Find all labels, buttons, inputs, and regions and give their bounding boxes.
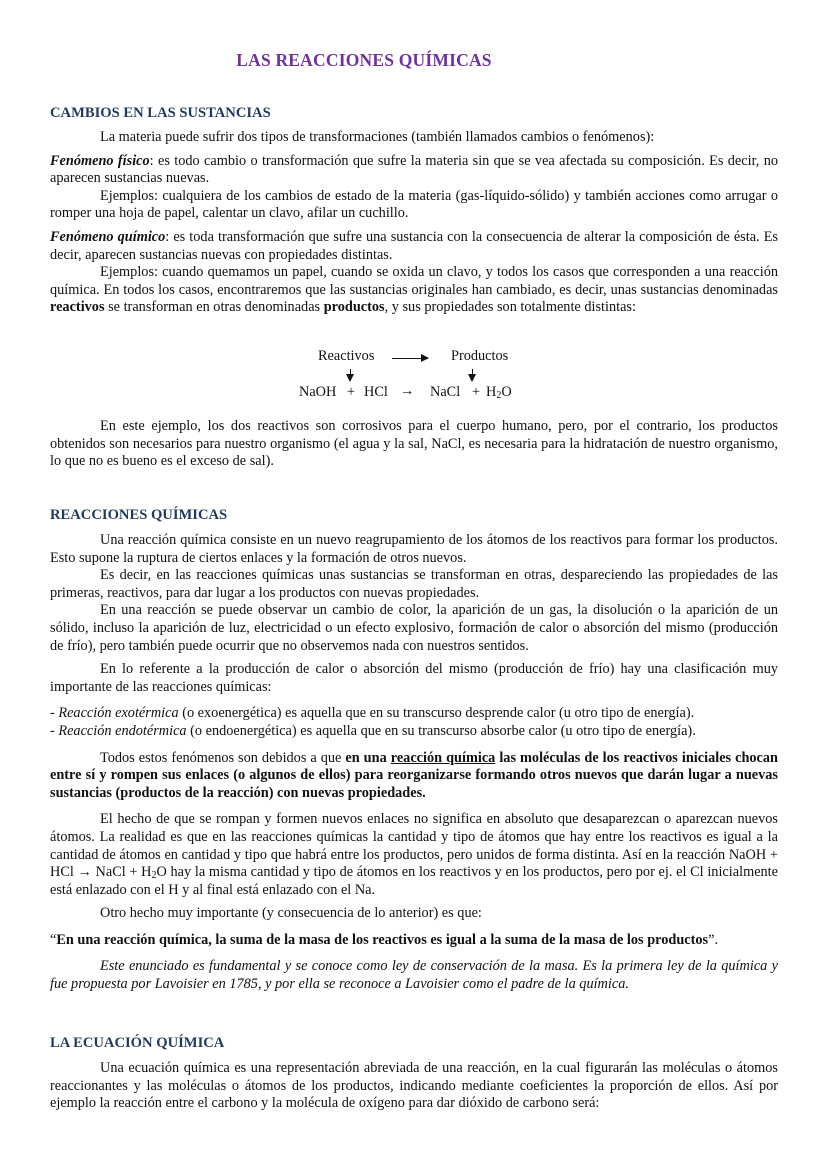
- section-heading-reacciones: REACCIONES QUÍMICAS: [50, 507, 228, 523]
- paragraph-ecuacion-quimica: Una ecuación química es una representación abreviada de una reacción, en la cual figurarán las moléculas o átomos reaccionantes y las moléculas o átomos de los productos, indicando mediante coeficientes la proporción de ellos. Así por ejemplo la reacción entre el carbono y la molécula de oxígeno para dar dióxido de carbono será:: [50, 1060, 778, 1112]
- label-reactivos: Reactivos: [318, 348, 375, 364]
- plus-sign: +: [347, 384, 356, 400]
- reaction-equation-diagram: [50, 348, 778, 404]
- formula-h2o: $H_2O$: [486, 384, 512, 401]
- term-fenomeno-quimico: Fenómeno químico: [50, 228, 166, 245]
- down-arrow-icon: [472, 369, 473, 380]
- formula-nacl: NaCl: [430, 384, 461, 400]
- law-statement: “En una reacción química, la suma de la masa de los reactivos es igual a la suma de la masa de los productos”.: [50, 931, 719, 948]
- formula-hcl: HCl: [364, 384, 388, 400]
- paragraph-observaciones: En una reacción se puede observar un cambio de color, la aparición de un gas, la disolución o la aparición de un sólido, incluso la aparición de luz, electricidad o un efecto explosivo, formación de calor o absorción del mismo (producción de frío), pero también puede ocurrir que no observemos nada con nuestros sentidos.: [50, 602, 778, 654]
- list-item-endotermica: - Reacción endotérmica (o endoenergética) es aquella que en su transcurso absorbe calor (u otro tipo de energía).: [50, 722, 696, 739]
- paragraph-fenomeno-quimico: Fenómeno químico: es toda transformación que sufre una sustancia con la consecuencia de alterar la composición de ésta. Es decir, aparecen sustancias nuevas con propiedades distintas.: [50, 228, 778, 263]
- paragraph-ley-conservacion: Este enunciado es fundamental y se conoce como ley de conservación de la masa. Es la primera ley de la química y fue propuesta por Lavoisier en 1785, y por ella se reconoce a Lavoisier como el padre de la química.: [50, 958, 778, 993]
- term-productos: productos: [323, 299, 385, 316]
- term-reaccion-quimica: reacción química: [390, 749, 496, 766]
- right-arrow-icon: [392, 358, 428, 359]
- reaction-arrow-icon: →: [400, 383, 415, 399]
- section-reacciones-body: [50, 532, 778, 994]
- paragraph-definicion: Una reacción química consiste en un nuevo reagrupamiento de los átomos de los reactivos para formar los productos. Esto supone la ruptura de ciertos enlaces y la formación de otros nuevos.: [50, 532, 778, 566]
- section-heading-ecuacion: LA ECUACIÓN QUÍMICA: [50, 1035, 225, 1051]
- section-cambios-body: [50, 129, 778, 317]
- formula-naoh: NaOH: [299, 384, 337, 400]
- paragraph-es-decir: Es decir, en las reacciones químicas unas sustancias se transforman en otras, despareciendo las propiedades de las primeras, reactivos, para dar lugar a los productos con nuevas propiedades.: [50, 567, 778, 601]
- paragraph-otro-hecho: Otro hecho muy importante (y consecuencia de lo anterior) es que:: [100, 905, 482, 922]
- term-endotermica: Reacción endotérmica: [58, 722, 187, 739]
- term-fenomeno-fisico: Fenómeno físico: [50, 152, 150, 169]
- paragraph-clasificacion: En lo referente a la producción de calor o absorción del mismo (producción de frío) hay una clasificación muy importante de las reacciones químicas:: [50, 661, 778, 695]
- section-heading-cambios: CAMBIOS EN LAS SUSTANCIAS: [50, 105, 271, 121]
- label-productos: Productos: [451, 348, 509, 364]
- plus-sign: +: [472, 384, 481, 400]
- paragraph-intro: La materia puede sufrir dos tipos de transformaciones (también llamados cambios o fenómenos):: [100, 129, 655, 145]
- down-arrow-icon: [350, 369, 351, 380]
- term-exotermica: Reacción exotérmica: [58, 705, 179, 722]
- paragraph-quimico-ejemplos: Ejemplos: cuando quemamos un papel, cuando se oxida un clavo, y todos los casos que corresponden a una reacción química. En todos los casos, encontraremos que las sustancias originales han cambiado, es decir, unas sustancias denominadas reactivos se transforman en otras denominadas productos, y sus propiedades son totalmente distintas:: [50, 264, 778, 316]
- paragraph-fisico-ejemplos: Ejemplos: cualquiera de los cambios de estado de la materia (gas-líquido-sólido) y también acciones como arrugar o romper una hoja de papel, calentar un clavo, afilar un cuchillo.: [50, 187, 778, 222]
- paragraph-fenomeno-fisico: Fenómeno físico: es todo cambio o transformación que sufre la materia sin que se vea afectada su composición. Es decir, no aparecen sustancias nuevas.: [50, 152, 778, 187]
- list-item-exotermica: - Reacción exotérmica (o exoenergética) es aquella que en su transcurso desprende calor (u otro tipo de energía).: [50, 705, 695, 722]
- paragraph-ejemplo: En este ejemplo, los dos reactivos son corrosivos para el cuerpo humano, pero, por el contrario, los productos obtenidos son necesarios para nuestro organismo (el agua y la sal, NaCl, es necesaria para la hidratación de nuestro organismo, lo que no es bueno es el exceso de sal).: [50, 418, 778, 470]
- paragraph-fenomenos: Todos estos fenómenos son debidos a que en una reacción química las moléculas de los reactivos iniciales chocan entre sí y rompen sus enlaces (o algunos de ellos) para reorganizarse formando otros nuevos que darán lugar a nuevas sustancias (productos de la reacción) con nuevas propiedades.: [50, 749, 778, 801]
- term-reactivos: reactivos: [50, 299, 105, 316]
- section-ecuacion-body: [50, 1060, 778, 1113]
- page-title: LAS REACCIONES QUÍMICAS: [236, 50, 492, 70]
- paragraph-enlaces: El hecho de que se rompan y formen nuevos enlaces no significa en absoluto que desaparezcan o aparezcan nuevos átomos. La realidad es que en las reacciones químicas la cantidad y tipo de átomos que hay entre los reactivos es igual a la cantidad de átomos en cantidad y tipo que habrá entre los productos, pero unidos de forma distinta. Así en la reacción NaOH + HCl → NaCl + $H_2O$ hay la misma cantidad y tipo de átomos en los reactivos y en los productos, pero por ej. el Cl inicialmente está enlazado con el H y al final está enlazado con el Na.: [50, 811, 778, 898]
